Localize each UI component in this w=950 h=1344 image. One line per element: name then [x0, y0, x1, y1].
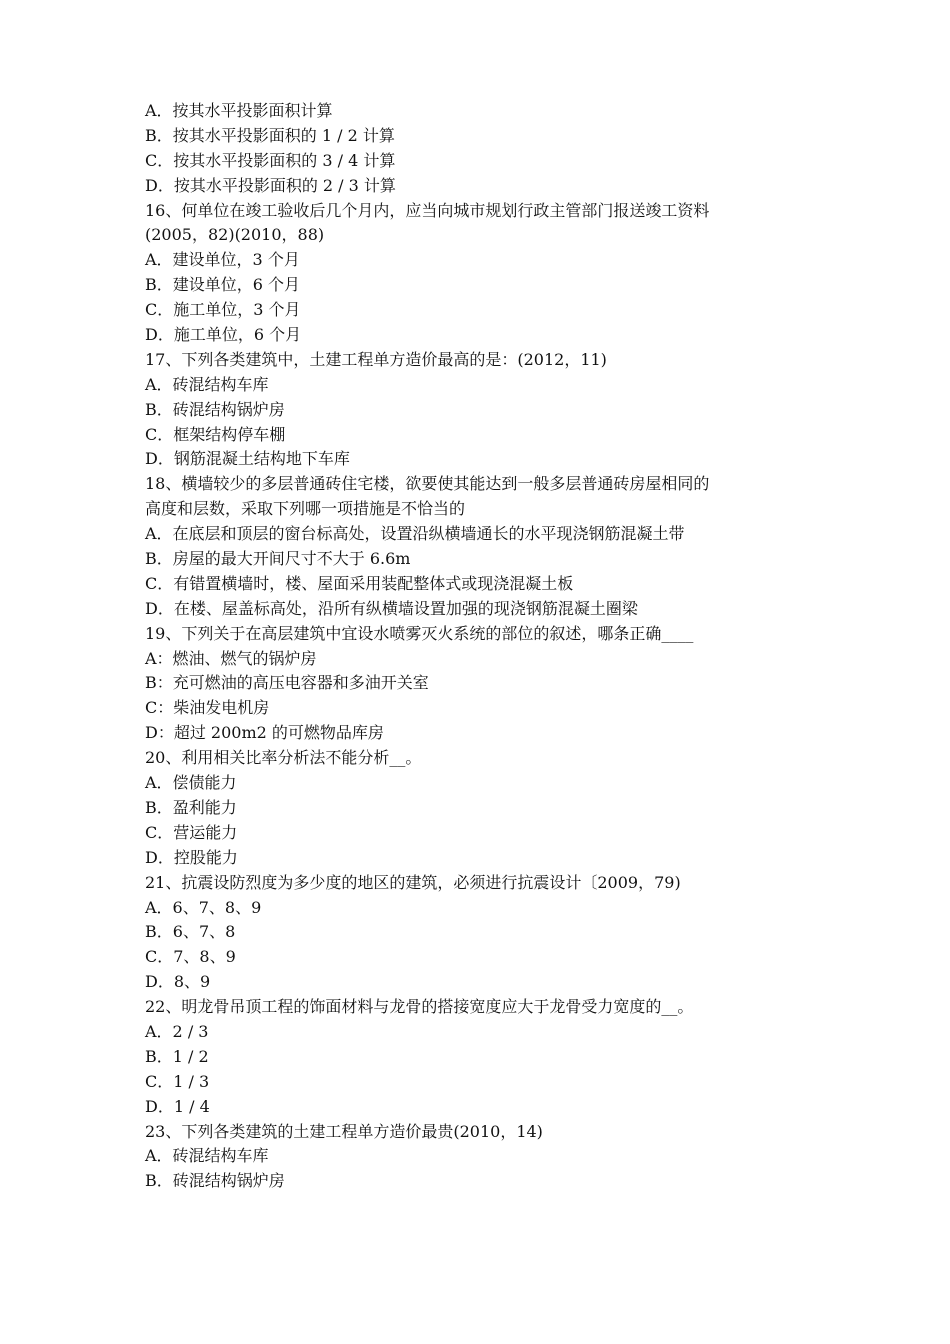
option-line: C．1 / 3	[145, 1071, 210, 1091]
option-line: A．2 / 3	[145, 1021, 209, 1041]
question-21: 21、抗震设防烈度为多少度的地区的建筑，必须进行抗震设计〔2009，79)	[145, 872, 681, 892]
question-20: 20、利用相关比率分析法不能分析__。	[145, 748, 422, 768]
option-line: A．砖混结构车库	[145, 1146, 269, 1166]
question-23: 23、下列各类建筑的土建工程单方造价最贵(2010，14)	[145, 1121, 543, 1141]
option-line: B．砖混结构锅炉房	[145, 1171, 285, 1191]
option-line: B：充可燃油的高压电容器和多油开关室	[145, 673, 429, 693]
option-line: D．在楼、屋盖标高处，沿所有纵横墙设置加强的现浇钢筋混凝土圈梁	[145, 598, 638, 618]
option-line: A．6、7、8、9	[145, 897, 262, 917]
option-line: D．控股能力	[145, 847, 238, 867]
option-line: A．按其水平投影面积计算	[145, 101, 333, 120]
option-line: C．施工单位，3 个月	[145, 300, 301, 320]
option-line: D．1 / 4	[145, 1096, 210, 1116]
option-line: A：燃油、燃气的锅炉房	[145, 648, 317, 668]
option-line: A．建设单位，3 个月	[145, 250, 300, 270]
option-line: B．6、7、8	[145, 922, 236, 942]
option-line: C．按其水平投影面积的 3 / 4 计算	[145, 150, 396, 170]
option-line: D．钢筋混凝土结构地下车库	[145, 449, 350, 469]
option-line: C：柴油发电机房	[145, 698, 270, 718]
option-line: A．偿债能力	[145, 773, 237, 793]
option-line: B．盈利能力	[145, 797, 237, 817]
option-line: C．有错置横墙时，楼、屋面采用装配整体式或现浇混凝土板	[145, 573, 574, 593]
option-line: B．建设单位，6 个月	[145, 275, 301, 295]
option-line: D．施工单位，6 个月	[145, 325, 302, 345]
option-line: B．砖混结构锅炉房	[145, 399, 285, 419]
option-line: C．框架结构停车棚	[145, 424, 286, 444]
document-body	[145, 99, 825, 1194]
question-18-line-2: 高度和层数，采取下列哪一项措施是不恰当的	[145, 499, 466, 519]
option-line: D：超过 200m2 的可燃物品库房	[145, 723, 384, 743]
option-line: D．8、9	[145, 972, 211, 992]
option-line: B．房屋的最大开间尺寸不大于 6.6m	[145, 549, 411, 569]
option-line: D．按其水平投影面积的 2 / 3 计算	[145, 175, 396, 195]
option-line: C．7、8、9	[145, 947, 236, 967]
option-line: B．1 / 2	[145, 1046, 209, 1066]
question-18-line-1: 18、横墙较少的多层普通砖住宅楼，欲要使其能达到一般多层普通砖房屋相同的	[145, 474, 710, 494]
option-line: C．营运能力	[145, 822, 238, 842]
question-19: 19、下列关于在高层建筑中宜设水喷雾灭火系统的部位的叙述，哪条正确____	[145, 623, 694, 643]
option-line: A．砖混结构车库	[145, 374, 269, 394]
question-17: 17、下列各类建筑中，土建工程单方造价最高的是：(2012，11)	[145, 349, 607, 369]
question-16-line-1: 16、何单位在竣工验收后几个月内，应当向城市规划行政主管部门报送竣工资料	[145, 200, 710, 220]
option-line: A．在底层和顶层的窗台标高处，设置沿纵横墙通长的水平现浇钢筋混凝土带	[145, 524, 685, 544]
option-line: B．按其水平投影面积的 1 / 2 计算	[145, 125, 395, 145]
question-16-line-2: (2005，82)(2010，88)	[145, 225, 325, 245]
question-22: 22、明龙骨吊顶工程的饰面材料与龙骨的搭接宽度应大于龙骨受力宽度的__。	[145, 997, 694, 1017]
